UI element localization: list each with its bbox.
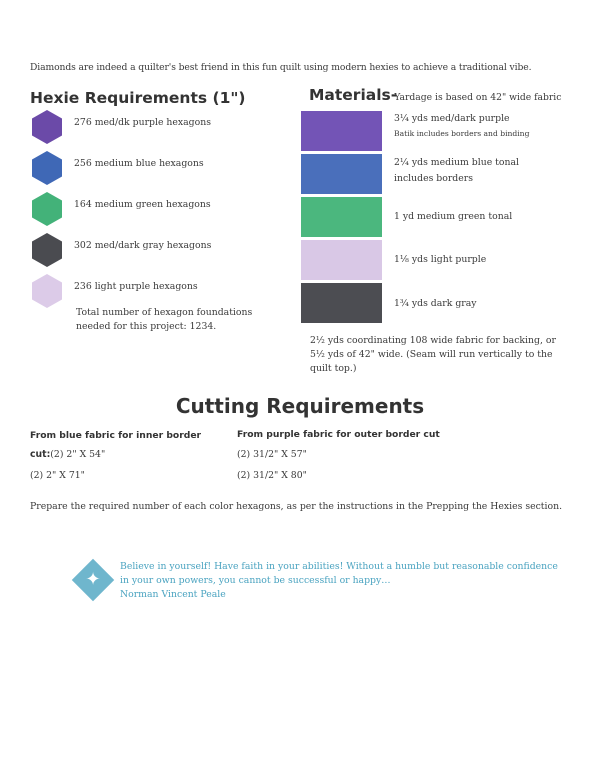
material-item-label: 2¼ yds medium blue tonal — [394, 157, 520, 168]
material-item — [394, 296, 477, 311]
material-item-label: 1 yd medium green tonal — [394, 211, 513, 222]
material-item — [394, 111, 529, 139]
fabric-swatch-green — [301, 197, 382, 237]
green-hexagon-icon — [32, 192, 62, 226]
intro-text: Diamonds are indeed a quilter's best friend in this fun quilt using modern hexies to achieve a traditional vibe. — [30, 62, 532, 73]
fabric-swatch-gray — [301, 283, 382, 323]
purple-cut-line: (2) 31/2" X 80" — [237, 470, 307, 481]
hexie-item — [30, 151, 290, 185]
gray-hexagon-icon — [32, 233, 62, 267]
hexie-item — [30, 110, 290, 144]
purple-cut-line: (2) 31/2" X 57" — [237, 449, 307, 460]
hexie-item-label: 256 medium blue hexagons — [74, 158, 204, 169]
compass-star-icon: ✦ — [85, 569, 101, 590]
material-item-sub: includes borders — [394, 173, 473, 184]
blue-cut-value: (2) 2" X 54" — [50, 449, 106, 460]
fabric-swatch-purple — [301, 111, 382, 151]
hexie-item — [30, 233, 290, 267]
hexie-requirements-title: Hexie Requirements (1") — [30, 89, 246, 107]
backing-text: 2½ yds coordinating 108 wide fabric for backing, or 5½ yds of 42" wide. (Seam will run vertically to the quilt top.) — [310, 335, 556, 374]
material-item-sub: Batik includes borders and binding — [394, 129, 530, 138]
materials-note: Yardage is based on 42" wide fabric — [394, 92, 562, 103]
fabric-swatch-blue — [301, 154, 382, 194]
material-item — [394, 209, 512, 224]
quote-text: Believe in yourself! Have faith in your abilities! Without a humble but reasonable confidence in your own powers, you cannot be successful or happy… — [120, 561, 558, 586]
material-item — [394, 252, 486, 267]
total-foundations-text: Total number of hexagon foundations needed for this project: 1234. — [76, 307, 253, 332]
quote-block — [120, 560, 560, 602]
cutting-requirements-title: Cutting Requirements — [175, 394, 425, 418]
material-item-label: 3¼ yds med/dark purple — [394, 113, 510, 124]
material-item-label: 1¾ yds dark gray — [394, 298, 477, 309]
material-item-label: 1⅛ yds light purple — [394, 254, 487, 265]
hexie-item-label: 236 light purple hexagons — [74, 281, 198, 292]
quote-author: Norman Vincent Peale — [120, 589, 226, 600]
blue-hexagon-icon — [32, 151, 62, 185]
purple-border-heading: From purple fabric for outer border cut — [237, 429, 440, 440]
hexie-item — [30, 274, 290, 308]
blue-border-heading: From blue fabric for inner border — [30, 430, 202, 441]
materials-title — [309, 86, 561, 104]
material-item — [394, 154, 519, 187]
blue-cut-line: (2) 2" X 71" — [30, 470, 85, 481]
light-purple-hexagon-icon — [32, 274, 62, 308]
materials-title-label: Materials- — [309, 86, 398, 104]
hexie-item-label: 302 med/dark gray hexagons — [74, 240, 212, 251]
prepare-instructions: Prepare the required number of each color hexagons, as per the instructions in the Prepping the Hexies section. — [30, 501, 563, 512]
hexie-item — [30, 192, 290, 226]
purple-hexagon-icon — [32, 110, 62, 144]
blue-cut-line — [30, 449, 105, 460]
cut-label: cut: — [30, 449, 51, 460]
hexie-item-label: 164 medium green hexagons — [74, 199, 211, 210]
hexie-item-label: 276 med/dk purple hexagons — [74, 117, 211, 128]
fabric-swatch-light-purple — [301, 240, 382, 280]
